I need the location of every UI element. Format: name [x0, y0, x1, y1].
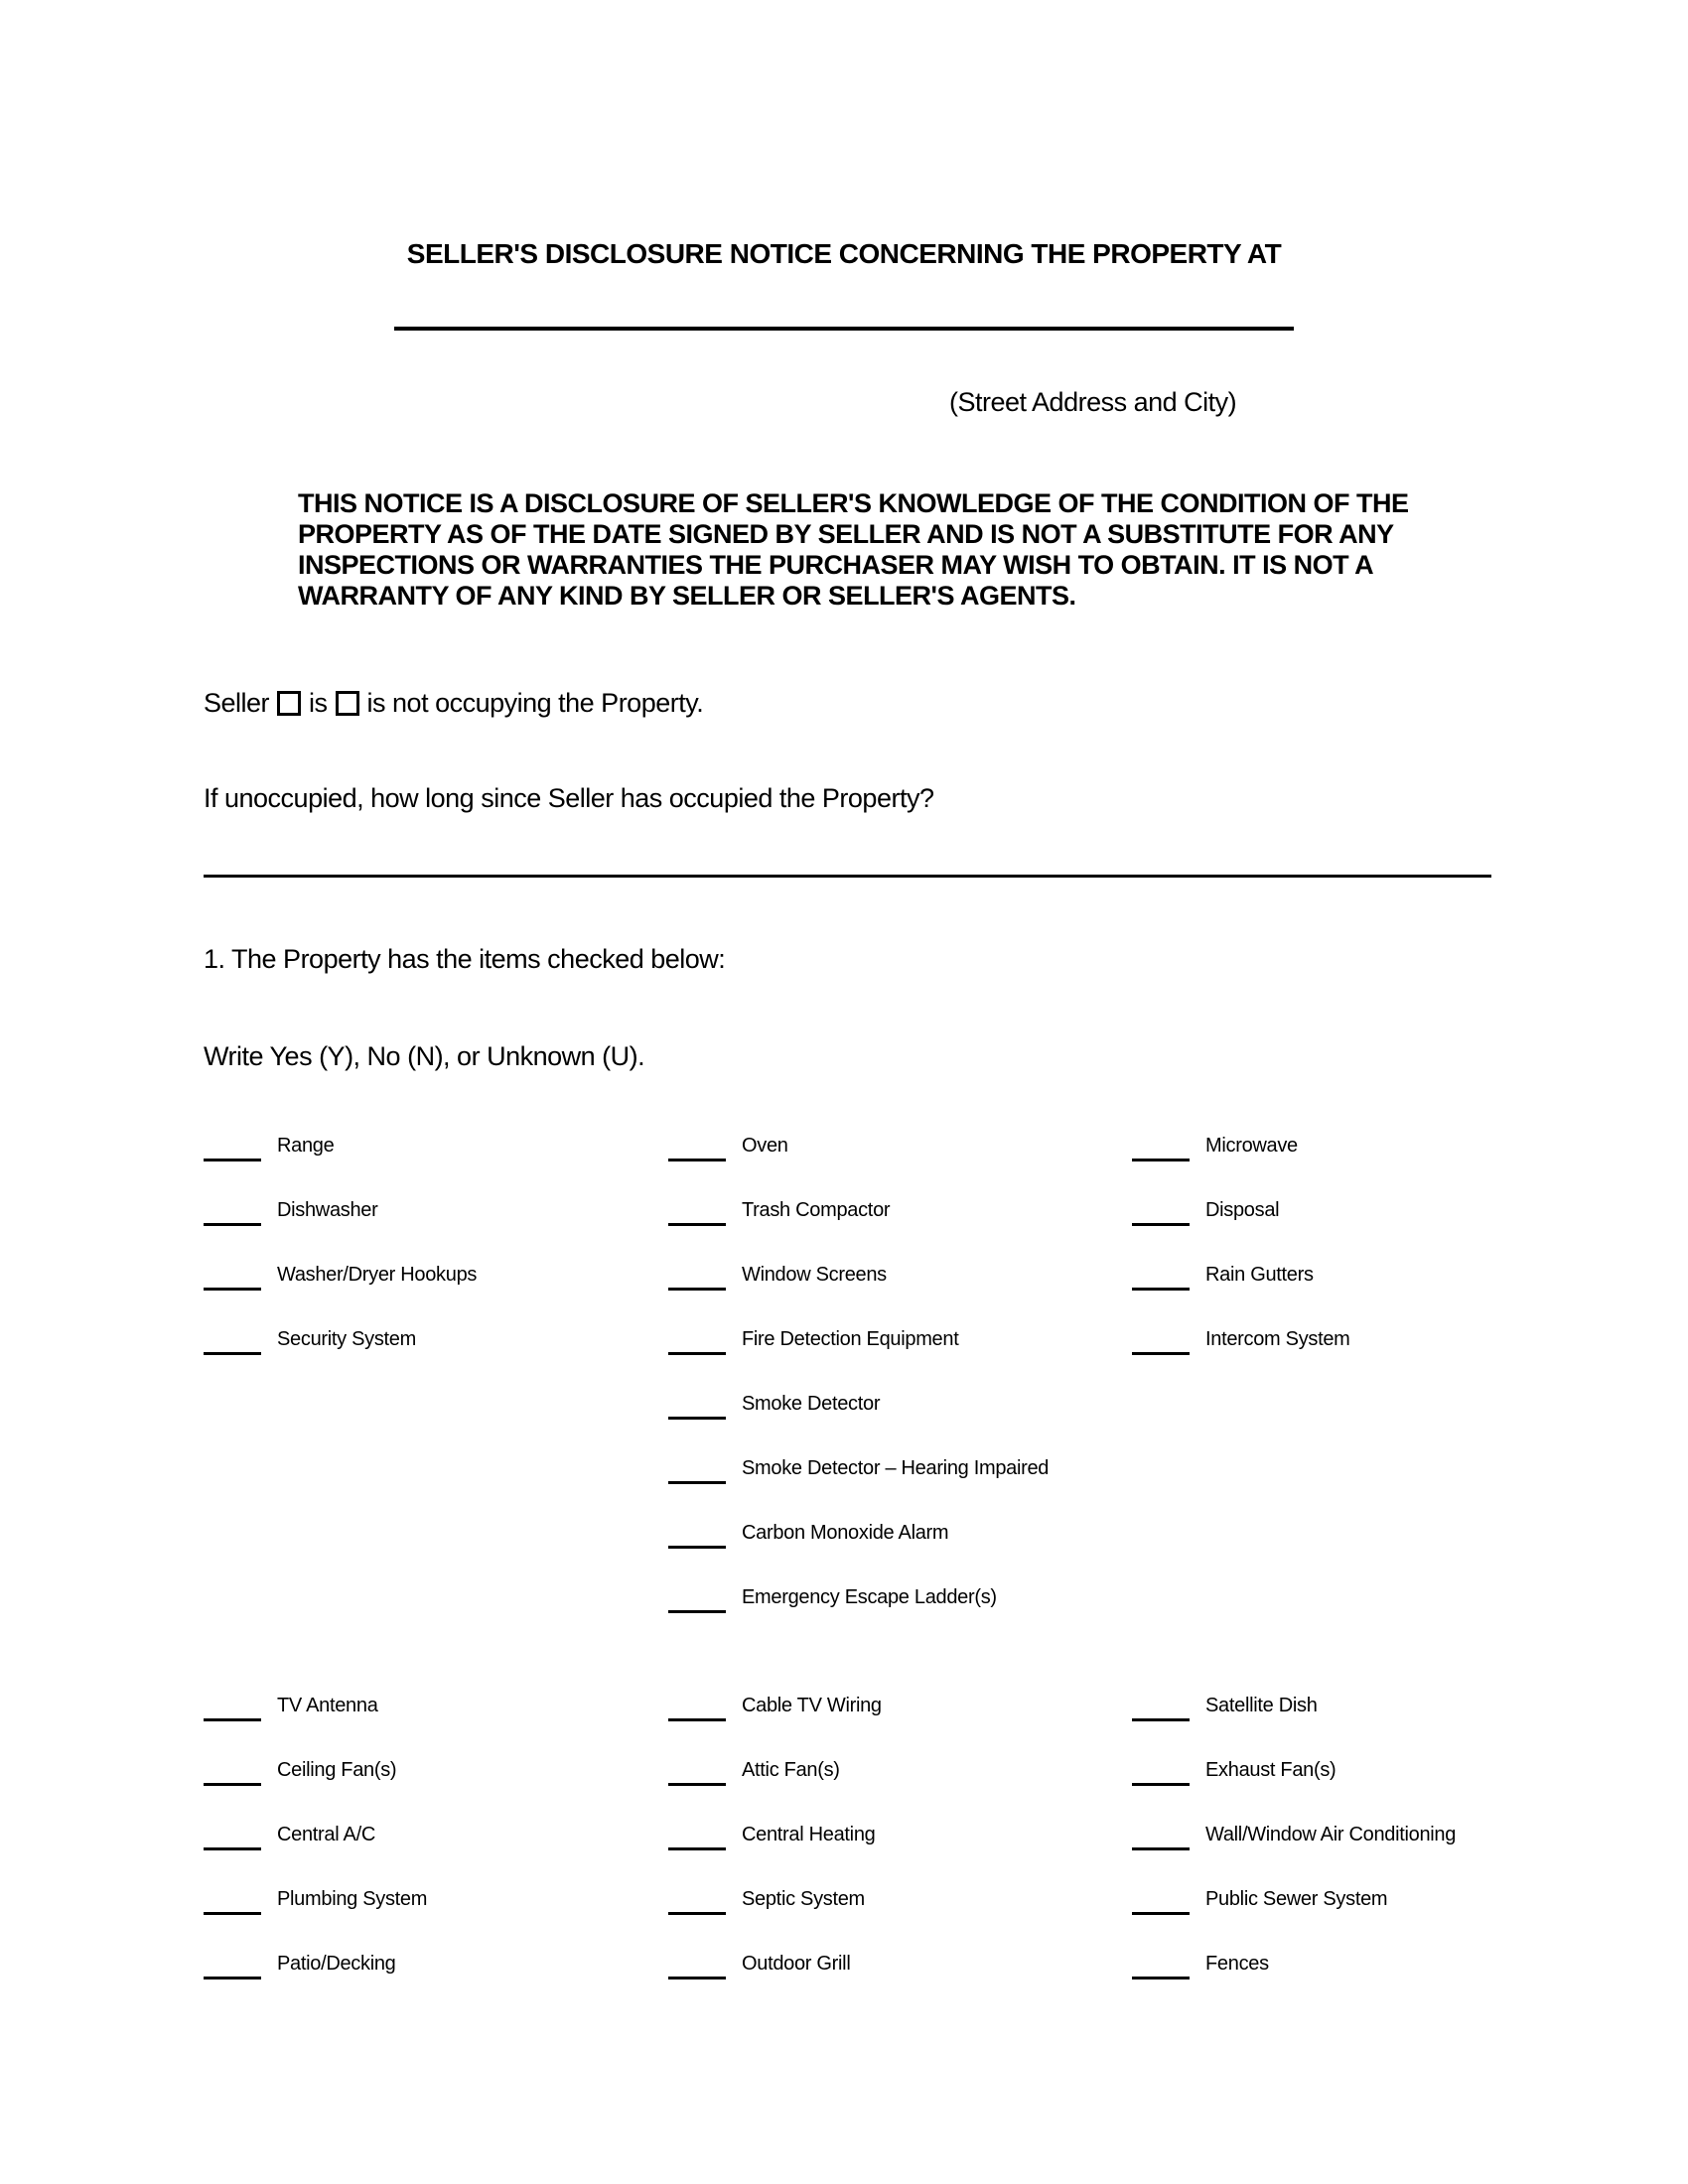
street-address-caption: (Street Address and City): [949, 387, 1237, 417]
answer-blank[interactable]: [1132, 1201, 1190, 1226]
section-1-heading: 1. The Property has the items checked below:: [204, 944, 726, 974]
disclosure-notice: [298, 488, 1519, 612]
item-label: Trash Compactor: [742, 1199, 891, 1221]
answer-blank[interactable]: [668, 1826, 726, 1850]
notice-line: WARRANTY OF ANY KIND BY SELLER OR SELLER'S AGENTS.: [298, 581, 1076, 611]
item-label: Washer/Dryer Hookups: [277, 1264, 478, 1286]
checklist-item: [668, 1759, 840, 1786]
answer-blank[interactable]: [668, 1890, 726, 1915]
checklist-item: [204, 1824, 375, 1850]
checklist-row: [204, 1264, 1594, 1328]
checklist-row: [204, 1888, 1594, 1953]
checklist-item: [1132, 1759, 1336, 1786]
checklist-item: [668, 1824, 875, 1850]
item-label: Fences: [1205, 1953, 1269, 1975]
answer-blank[interactable]: [204, 1761, 261, 1786]
checklist-item: [204, 1888, 427, 1915]
section-divider: [204, 875, 1491, 878]
checklist-row: [204, 1135, 1594, 1199]
answer-blank[interactable]: [668, 1459, 726, 1484]
item-label: Carbon Monoxide Alarm: [742, 1522, 949, 1544]
answer-blank[interactable]: [204, 1697, 261, 1721]
item-label: Microwave: [1205, 1135, 1298, 1157]
item-label: Range: [277, 1135, 335, 1157]
occupancy-is-not-label: is not occupying the Property.: [366, 688, 704, 718]
checklist-item: [668, 1328, 958, 1355]
item-label: Attic Fan(s): [742, 1759, 840, 1781]
notice-line: PROPERTY AS OF THE DATE SIGNED BY SELLER AND IS NOT A SUBSTITUTE FOR ANY: [298, 519, 1394, 549]
checklist-row: [204, 1457, 1594, 1522]
item-label: Wall/Window Air Conditioning: [1205, 1824, 1457, 1845]
checklist-item: [1132, 1199, 1279, 1226]
checklist-item: [1132, 1824, 1456, 1850]
checklist-item: [668, 1393, 880, 1420]
answer-blank[interactable]: [1132, 1761, 1190, 1786]
notice-line: INSPECTIONS OR WARRANTIES THE PURCHASER MAY WISH TO OBTAIN. IT IS NOT A: [298, 550, 1374, 580]
item-label: Dishwasher: [277, 1199, 378, 1221]
checklist-item: [1132, 1953, 1269, 1979]
checklist-row: [204, 1586, 1594, 1651]
checklist-group-1: [204, 1135, 1594, 1651]
checklist-item: [204, 1695, 378, 1721]
document-title: SELLER'S DISCLOSURE NOTICE CONCERNING THE PROPERTY AT: [406, 238, 1282, 269]
seller-is-not-checkbox[interactable]: [336, 691, 359, 716]
checklist-item: [668, 1199, 890, 1226]
item-label: Ceiling Fan(s): [277, 1759, 397, 1781]
item-label: Security System: [277, 1328, 416, 1350]
item-label: Central A/C: [277, 1824, 375, 1845]
property-address-blank[interactable]: [394, 327, 1294, 331]
checklist-item: [1132, 1328, 1350, 1355]
checklist-row: [204, 1328, 1594, 1393]
answer-blank[interactable]: [668, 1588, 726, 1613]
item-label: Window Screens: [742, 1264, 887, 1286]
checklist-row: [204, 1759, 1594, 1824]
seller-is-checkbox[interactable]: [277, 691, 301, 716]
checklist-item: [204, 1953, 396, 1979]
answer-blank[interactable]: [204, 1826, 261, 1850]
answer-blank[interactable]: [668, 1137, 726, 1161]
answer-blank[interactable]: [668, 1761, 726, 1786]
checklist-item: [204, 1264, 477, 1291]
item-label: Patio/Decking: [277, 1953, 396, 1975]
checklist-item: [668, 1953, 850, 1979]
checklist-item: [1132, 1695, 1318, 1721]
item-label: Central Heating: [742, 1824, 876, 1845]
answer-blank[interactable]: [668, 1955, 726, 1979]
checklist-item: [204, 1199, 377, 1226]
checklist-item: [668, 1888, 865, 1915]
answer-blank[interactable]: [668, 1201, 726, 1226]
answer-blank[interactable]: [668, 1395, 726, 1420]
answer-blank[interactable]: [668, 1697, 726, 1721]
occupancy-is-label: is: [309, 688, 328, 718]
answer-blank[interactable]: [668, 1330, 726, 1355]
item-label: Emergency Escape Ladder(s): [742, 1586, 997, 1608]
item-label: Intercom System: [1205, 1328, 1350, 1350]
checklist-row: [204, 1824, 1594, 1888]
answer-blank[interactable]: [668, 1266, 726, 1291]
answer-blank[interactable]: [204, 1330, 261, 1355]
occupancy-prefix: Seller: [204, 688, 270, 718]
checklist-item: [668, 1695, 882, 1721]
item-label: Cable TV Wiring: [742, 1695, 882, 1716]
answer-blank[interactable]: [1132, 1137, 1190, 1161]
unoccupied-question: If unoccupied, how long since Seller has occupied the Property?: [204, 783, 934, 813]
answer-blank[interactable]: [1132, 1266, 1190, 1291]
item-label: Oven: [742, 1135, 788, 1157]
answer-blank[interactable]: [1132, 1330, 1190, 1355]
checklist-row: [204, 1199, 1594, 1264]
item-label: TV Antenna: [277, 1695, 378, 1716]
answer-blank[interactable]: [204, 1890, 261, 1915]
item-label: Plumbing System: [277, 1888, 428, 1910]
checklist-row: [204, 1953, 1594, 2017]
answer-blank[interactable]: [1132, 1697, 1190, 1721]
item-label: Satellite Dish: [1205, 1695, 1318, 1716]
checklist-item: [668, 1264, 887, 1291]
answer-blank[interactable]: [204, 1266, 261, 1291]
checklist-item: [204, 1135, 334, 1161]
item-label: Rain Gutters: [1205, 1264, 1314, 1286]
answer-blank[interactable]: [204, 1201, 261, 1226]
item-label: Fire Detection Equipment: [742, 1328, 959, 1350]
item-label: Public Sewer System: [1205, 1888, 1388, 1910]
checklist-item: [204, 1759, 396, 1786]
answer-blank[interactable]: [1132, 1955, 1190, 1979]
answer-instruction: Write Yes (Y), No (N), or Unknown (U).: [204, 1041, 645, 1071]
checklist-item: [668, 1586, 997, 1613]
occupancy-statement: [204, 688, 703, 719]
answer-blank[interactable]: [1132, 1826, 1190, 1850]
answer-blank[interactable]: [204, 1137, 261, 1161]
checklist-item: [1132, 1135, 1298, 1161]
checklist-item: [668, 1135, 788, 1161]
checklist-item: [1132, 1888, 1387, 1915]
answer-blank[interactable]: [204, 1955, 261, 1979]
answer-blank[interactable]: [668, 1524, 726, 1549]
checklist-row: [204, 1393, 1594, 1457]
checklist-item: [668, 1522, 948, 1549]
item-label: Smoke Detector – Hearing Impaired: [742, 1457, 1050, 1479]
answer-blank[interactable]: [1132, 1890, 1190, 1915]
item-label: Exhaust Fan(s): [1205, 1759, 1336, 1781]
item-label: Outdoor Grill: [742, 1953, 851, 1975]
checklist-item: [668, 1457, 1049, 1484]
item-label: Septic System: [742, 1888, 865, 1910]
notice-line: THIS NOTICE IS A DISCLOSURE OF SELLER'S KNOWLEDGE OF THE CONDITION OF THE: [298, 488, 1409, 518]
checklist-row: [204, 1695, 1594, 1759]
checklist-row: [204, 1522, 1594, 1586]
checklist-item: [1132, 1264, 1314, 1291]
checklist-group-2: [204, 1695, 1594, 2017]
item-label: Smoke Detector: [742, 1393, 881, 1415]
item-label: Disposal: [1205, 1199, 1280, 1221]
checklist-item: [204, 1328, 416, 1355]
